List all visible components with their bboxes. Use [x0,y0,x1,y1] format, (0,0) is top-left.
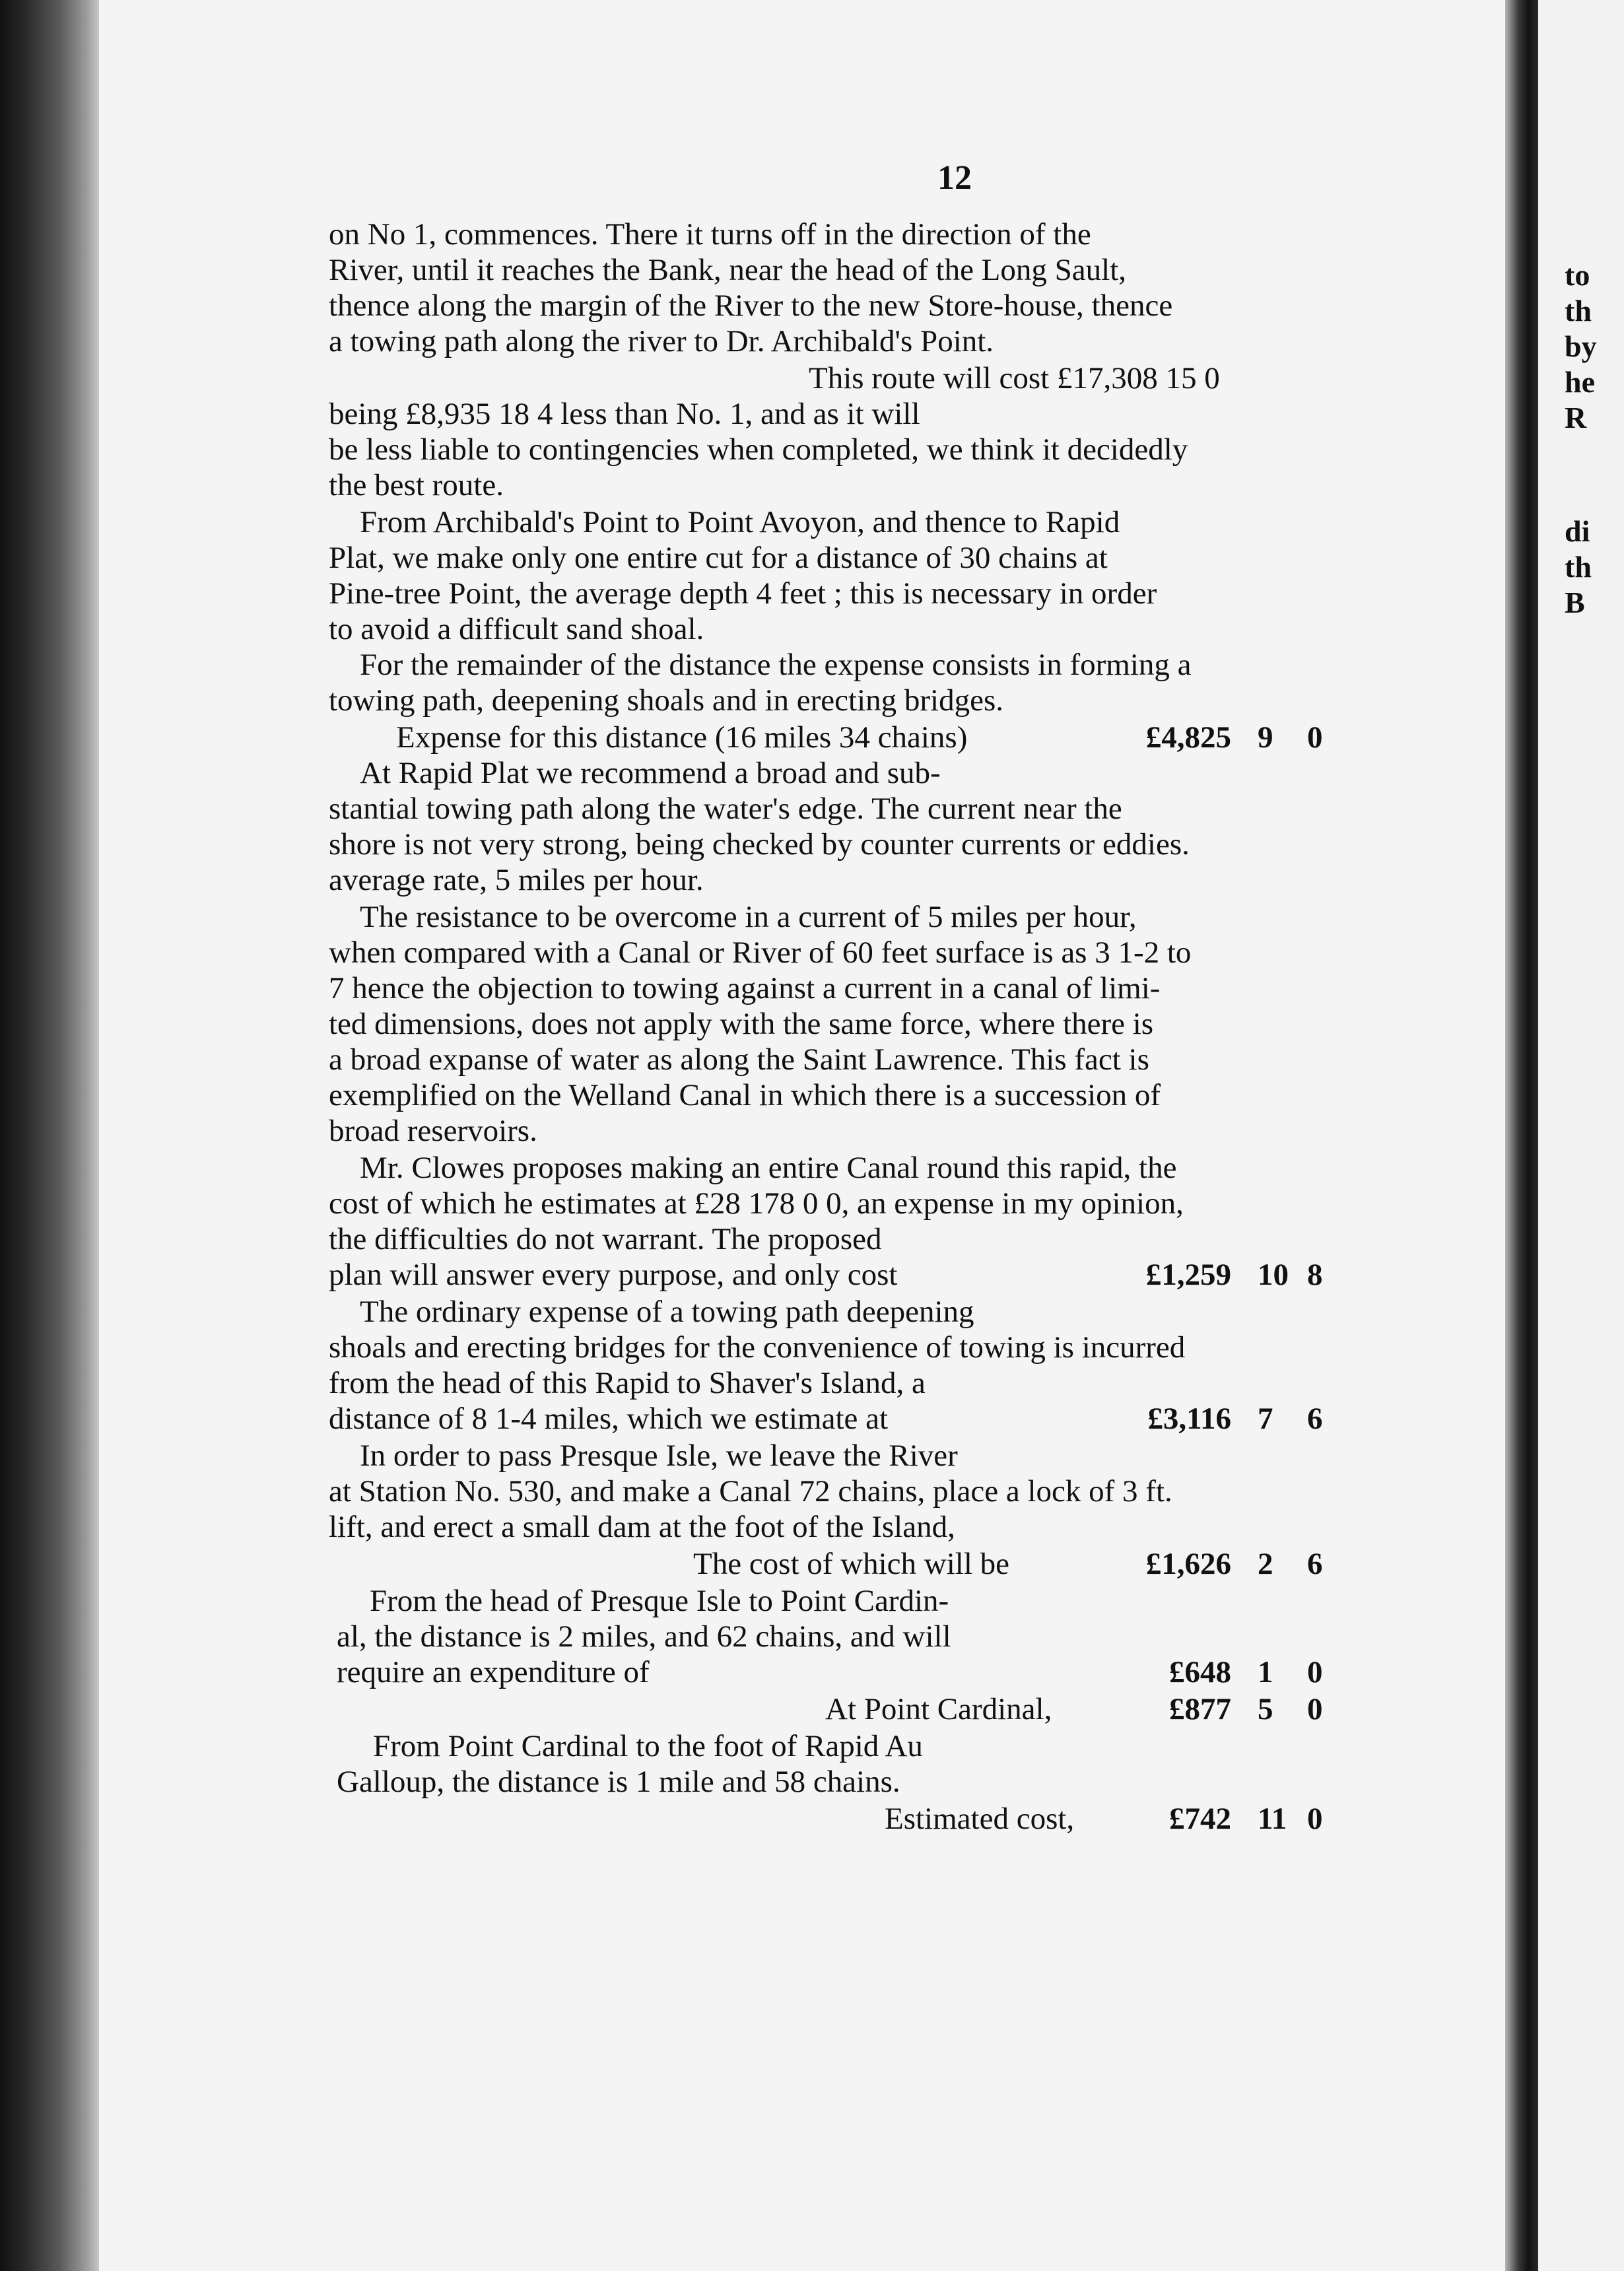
text-line: At Point Cardinal, [825,1692,1052,1726]
amount-shillings: 9 [1258,720,1273,755]
text-line: the best route. [329,468,504,502]
text-line: a broad expanse of water as along the Saint Lawrence. This fact is [329,1042,1149,1077]
amount-shillings: 5 [1258,1692,1273,1726]
text-line: distance of 8 1-4 miles, which we estimate at [329,1402,889,1436]
amount-pounds: £3,116 [1147,1402,1231,1436]
text-line: require an expenditure of [337,1655,650,1689]
text-line: plan will answer every purpose, and only cost [329,1258,898,1292]
amount-pounds: £1,259 [1145,1258,1231,1292]
text-line: Pine-tree Point, the average depth 4 feet ; this is necessary in order [329,576,1157,611]
text-line: This route will cost £17,308 15 0 [809,361,1220,395]
amount-pence: 0 [1307,1655,1323,1689]
text-line: ted dimensions, does not apply with the same force, where there is [329,1007,1154,1041]
facing-page-fragment: th [1565,550,1592,584]
text-line: For the remainder of the distance the expense consists in forming a [360,648,1192,682]
facing-page-fragment: B [1565,586,1585,619]
text-line: towing path, deepening shoals and in erecting bridges. [329,683,1003,718]
scan-left-edge [0,0,99,2271]
text-line: shoals and erecting bridges for the convenience of towing is incurred [329,1330,1186,1365]
text-line: From Archibald's Point to Point Avoyon, and thence to Rapid [360,505,1120,539]
amount-pounds: £1,626 [1145,1547,1231,1581]
text-line: 7 hence the objection to towing against a current in a canal of limi- [329,971,1161,1005]
text-line: average rate, 5 miles per hour. [329,863,704,897]
text-line: From the head of Presque Isle to Point Cardin- [370,1584,949,1618]
text-line: broad reservoirs. [329,1114,537,1148]
document-page [99,0,1505,2271]
amount-pounds: £4,825 [1145,720,1231,755]
text-line: In order to pass Presque Isle, we leave the River [360,1439,958,1473]
facing-page-fragment: th [1565,294,1592,327]
text-line: on No 1, commences. There it turns off in the direction of the [329,217,1091,252]
text-line: River, until it reaches the Bank, near the head of the Long Sault, [329,253,1127,287]
text-line: At Rapid Plat we recommend a broad and sub- [360,756,941,790]
text-line: a towing path along the river to Dr. Archibald's Point. [329,324,994,358]
text-line: The cost of which will be [693,1547,1010,1581]
text-line: the difficulties do not warrant. The proposed [329,1222,882,1256]
amount-pence: 0 [1307,720,1323,755]
text-line: at Station No. 530, and make a Canal 72 chains, place a lock of 3 ft. [329,1474,1172,1508]
amount-pence: 8 [1307,1258,1323,1292]
text-line: to avoid a difficult sand shoal. [329,612,704,646]
text-line: From Point Cardinal to the foot of Rapid Au [373,1729,923,1763]
page-number: 12 [937,159,972,197]
amount-shillings: 1 [1258,1655,1273,1689]
facing-page-fragment: he [1565,365,1595,399]
text-line: being £8,935 18 4 less than No. 1, and as it will [329,397,920,431]
amount-shillings: 2 [1258,1547,1273,1581]
text-line: Plat, we make only one entire cut for a distance of 30 chains at [329,541,1108,575]
text-line: The resistance to be overcome in a current of 5 miles per hour, [360,900,1137,934]
amount-pence: 0 [1307,1802,1323,1836]
text-line: The ordinary expense of a towing path deepening [360,1295,974,1329]
text-line: shore is not very strong, being checked by counter currents or eddies. [329,827,1190,862]
amount-shillings: 11 [1258,1802,1287,1836]
text-line: from the head of this Rapid to Shaver's Island, a [329,1366,926,1400]
facing-page-edge [1538,0,1624,2271]
text-line: Expense for this distance (16 miles 34 chains) [396,720,968,755]
amount-pounds: £877 [1169,1692,1231,1726]
text-line: Galloup, the distance is 1 mile and 58 chains. [337,1765,900,1799]
text-line: exemplified on the Welland Canal in which there is a succession of [329,1078,1161,1112]
facing-page-fragment: di [1565,514,1590,548]
amount-pence: 0 [1307,1692,1323,1726]
text-line: when compared with a Canal or River of 60 feet surface is as 3 1-2 to [329,935,1192,970]
amount-pounds: £742 [1169,1802,1231,1836]
text-line: cost of which he estimates at £28 178 0 0, an expense in my opinion, [329,1186,1184,1221]
amount-pence: 6 [1307,1547,1323,1581]
scan-gutter [1505,0,1538,2271]
text-line: lift, and erect a small dam at the foot of the Island, [329,1510,955,1544]
amount-pence: 6 [1307,1402,1323,1436]
text-line: thence along the margin of the River to the new Store-house, thence [329,288,1173,323]
facing-page-fragment: by [1565,329,1597,363]
text-line: be less liable to contingencies when completed, we think it decidedly [329,432,1188,467]
text-line: Estimated cost, [885,1802,1075,1836]
text-line: stantial towing path along the water's edge. The current near the [329,792,1122,826]
amount-shillings: 10 [1258,1258,1289,1292]
amount-shillings: 7 [1258,1402,1273,1436]
text-line: Mr. Clowes proposes making an entire Canal round this rapid, the [360,1151,1177,1185]
amount-pounds: £648 [1169,1655,1231,1689]
facing-page-fragment: R [1565,401,1587,434]
facing-page-fragment: to [1565,258,1590,292]
text-line: al, the distance is 2 miles, and 62 chains, and will [337,1619,951,1654]
